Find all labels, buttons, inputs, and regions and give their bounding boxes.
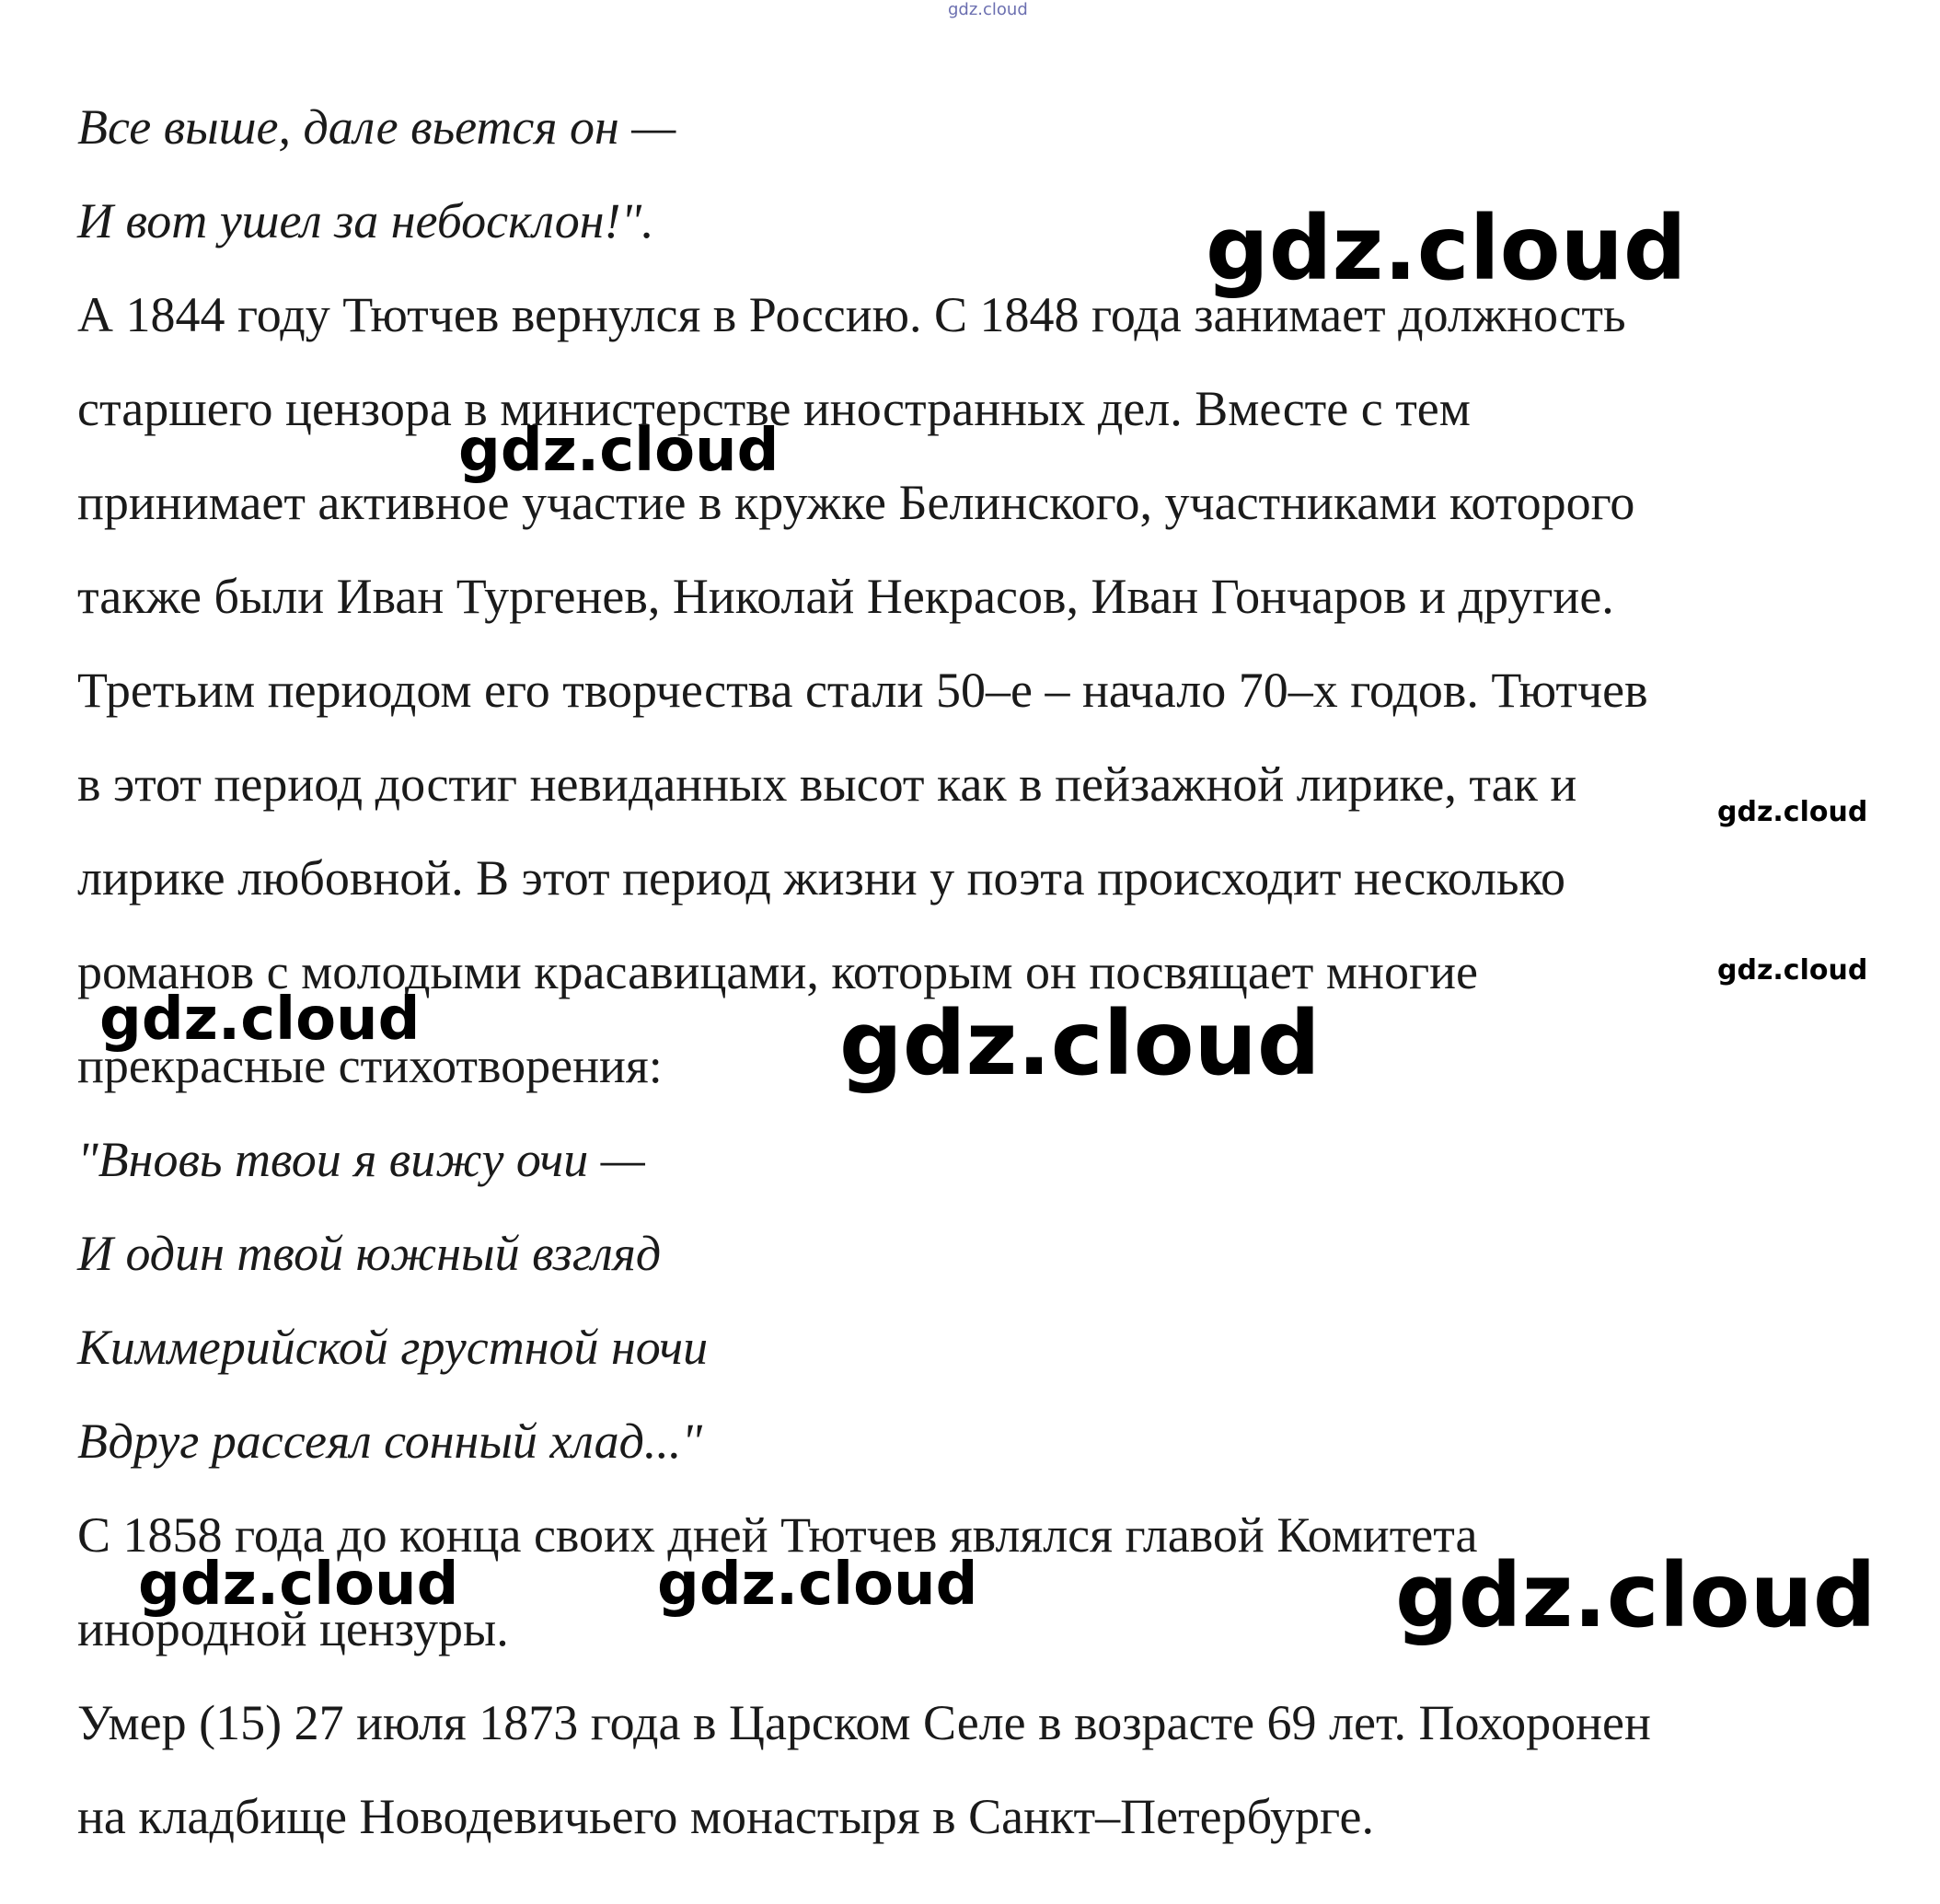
text-line: Третьим периодом его творчества стали 50–е – начало 70–х годов. Тютчев	[77, 663, 1648, 718]
poem-line: Киммерийской грустной ночи	[77, 1320, 709, 1375]
text-line: Умер (15) 27 июля 1873 года в Царском Селе в возрасте 69 лет. Похоронен	[77, 1695, 1651, 1750]
text-line: старшего цензора в министерстве иностранных дел. Вместе с тем	[77, 381, 1471, 436]
poem-line: Вдруг рассеял сонный хлад..."	[77, 1414, 703, 1469]
watermark: gdz.cloud	[138, 1551, 459, 1619]
watermark: gdz.cloud	[948, 0, 1028, 19]
text-line: также были Иван Тургенев, Николай Некрасов, Иван Гончаров и другие.	[77, 569, 1614, 624]
poem-line: Все выше, дале вьется он —	[77, 99, 676, 155]
watermark: gdz.cloud	[99, 986, 421, 1054]
text-line: на кладбище Новодевичьего монастыря в Санкт–Петербурге.	[77, 1789, 1374, 1844]
watermark: gdz.cloud	[1717, 954, 1868, 987]
text-line: принимает активное участие в кружке Белинского, участниками которого	[77, 475, 1635, 530]
watermark: gdz.cloud	[1717, 796, 1868, 828]
poem-line: И вот ушел за небосклон!".	[77, 193, 654, 248]
text-line: С 1858 года до конца своих дней Тютчев являлся главой Комитета	[77, 1507, 1478, 1563]
text-line: прекрасные стихотворения:	[77, 1038, 663, 1093]
watermark: gdz.cloud	[839, 992, 1321, 1095]
poem-line: "Вновь твои я вижу очи —	[77, 1132, 645, 1187]
poem-line: И один твой южный взгляд	[77, 1226, 662, 1281]
watermark: gdz.cloud	[1206, 197, 1687, 300]
text-line: лирике любовной. В этот период жизни у поэта происходит несколько	[77, 850, 1566, 906]
text-line: А 1844 году Тютчев вернулся в Россию. С 1848 года занимает должность	[77, 287, 1626, 342]
text-line: инородной цензуры.	[77, 1601, 509, 1656]
watermark: gdz.cloud	[458, 417, 779, 485]
text-line: романов с молодыми красавицами, которым он посвящает многие	[77, 944, 1478, 999]
text-line: в этот период достиг невиданных высот как в пейзажной лирике, так и	[77, 756, 1577, 812]
watermark: gdz.cloud	[1395, 1544, 1876, 1647]
watermark: gdz.cloud	[657, 1551, 978, 1619]
